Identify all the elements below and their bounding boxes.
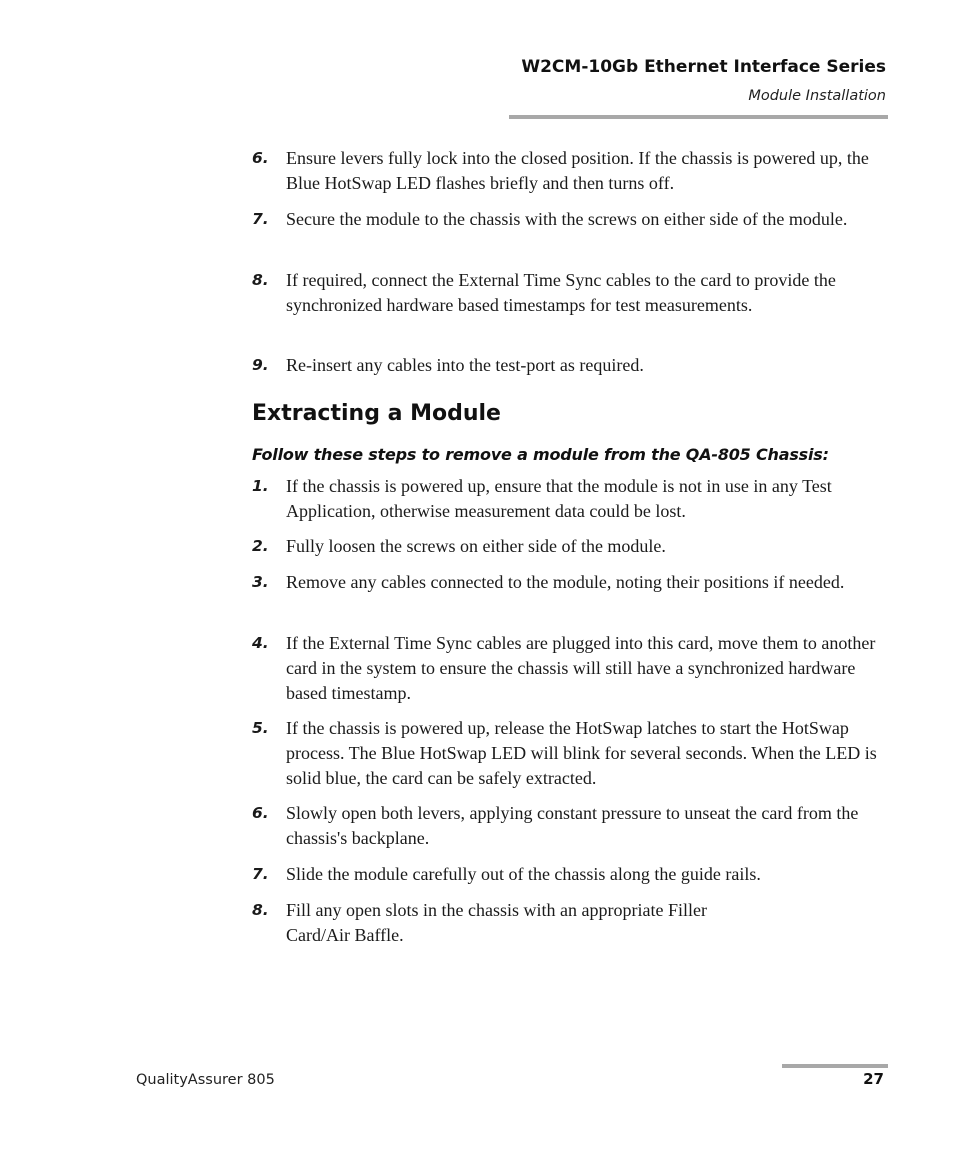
step-number: 7. [252,865,269,883]
extract-step [252,570,892,595]
step-number: 6. [252,804,269,822]
header-title: W2CM-10Gb Ethernet Interface Series [521,57,886,77]
extract-step [252,716,892,791]
step-text: Remove any cables connected to the module, noting their positions if needed. [286,572,845,592]
step-text: If the External Time Sync cables are plugged into this card, move them to another card in the system to ensure the chassis will still have a synchronized hardware based timestamp. [286,633,876,703]
step-number: 1. [252,477,269,495]
step-text: If the chassis is powered up, release the HotSwap latches to start the HotSwap process. The Blue HotSwap LED will blink for several seconds. When the LED is solid blue, the card can be safely extracted. [286,718,877,788]
step-text: Slowly open both levers, applying constant pressure to unseat the card from the chassis's backplane. [286,803,859,848]
step-text: If required, connect the External Time Sync cables to the card to provide the synchronized hardware based timestamps for test measurements. [286,270,836,315]
section-intro: Follow these steps to remove a module from the QA-805 Chassis: [252,445,829,464]
step-text: If the chassis is powered up, ensure that the module is not in use in any Test Application, otherwise measurement data could be lost. [286,476,832,521]
step-number: 8. [252,901,269,919]
step-number: 6. [252,149,269,167]
step-number: 9. [252,356,269,374]
step-number: 7. [252,210,269,228]
page-number: 27 [863,1070,884,1088]
footer-product: QualityAssurer 805 [136,1072,275,1088]
extract-step [252,534,892,559]
extract-step [252,898,752,948]
step-number: 2. [252,537,269,555]
step-number: 8. [252,271,269,289]
extract-step [252,862,892,887]
step-text: Ensure levers fully lock into the closed position. If the chassis is powered up, the Blue HotSwap LED flashes briefly and then turns off. [286,148,869,193]
step-text: Re-insert any cables into the test-port as required. [286,355,644,375]
install-step [252,146,892,196]
install-step [252,207,892,232]
header-subtitle: Module Installation [748,88,886,104]
step-text: Fill any open slots in the chassis with an appropriate Filler Card/Air Baffle. [286,900,707,945]
extract-step [252,474,892,524]
header-divider [509,115,888,119]
step-text: Slide the module carefully out of the chassis along the guide rails. [286,864,761,884]
step-number: 5. [252,719,269,737]
install-step [252,268,892,318]
footer-divider [782,1064,888,1068]
step-number: 4. [252,634,269,652]
step-text: Secure the module to the chassis with the screws on either side of the module. [286,209,848,229]
step-number: 3. [252,573,269,591]
install-step [252,353,892,378]
section-title: Extracting a Module [252,401,501,426]
extract-step [252,631,892,706]
extract-step [252,801,892,851]
step-text: Fully loosen the screws on either side of the module. [286,536,666,556]
